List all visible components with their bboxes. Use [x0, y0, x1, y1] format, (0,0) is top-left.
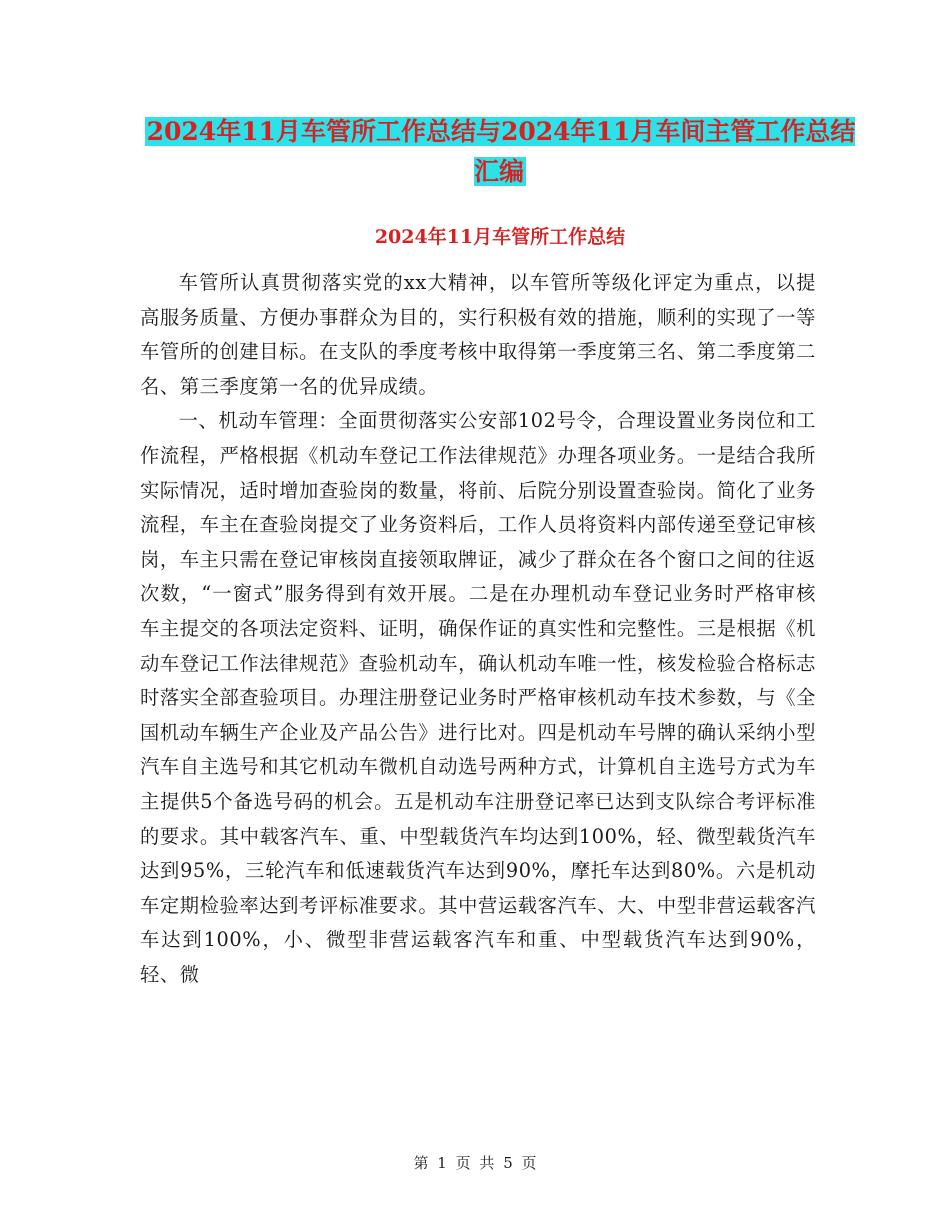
document-title-text: 2024年11月车管所工作总结与2024年11月车间主管工作总结汇编 [146, 117, 856, 186]
footer-total-unit: 页 [521, 1154, 537, 1172]
footer-page-unit: 页 [455, 1154, 471, 1172]
paragraph-1: 车管所认真贯彻落实党的xx大精神，以车管所等级化评定为重点，以提高服务质量、方便办事群众为目的，实行积极有效的措施，顺利的实现了一等车管所的创建目标。在支队的季度考核中取得第一季度第三名、第二季度第二名、第三季度第一名的优异成绩。 [140, 271, 816, 398]
paragraph-2: 一、机动车管理：全面贯彻落实公安部102号令，合理设置业务岗位和工作流程，严格根据《机动车登记工作法律规范》办理各项业务。一是结合我所实际情况，适时增加查验岗的数量，将前、后院分别设置查验岗。简化了业务流程，车主在查验岗提交了业务资料后，工作人员将资料内部传递至登记审核岗，车主只需在登记审核岗直接领取牌证，减少了群众在各个窗口之间的往返次数，“一窗式”服务得到有效开展。二是在办理机动车登记业务时严格审核车主提交的各项法定资料、证明，确保作证的真实性和完整性。三是根据《机动车登记工作法律规范》查验机动车，确认机动车唯一性，核发检验合格标志时落实全部查验项目。办理注册登记业务时严格审核机动车技术参数，与《全国机动车辆生产企业及产品公告》进行比对。四是机动车号牌的确认采纳小型汽车自主选号和其它机动车微机自动选号两种方式，计算机自主选号方式为车主提供5个备选号码的机会。五是机动车注册登记率已达到支队综合考评标准的要求。其中载客汽车、重、中型载货汽车均达到100%，轻、微型载货汽车达到95%，三轮汽车和低速载货汽车达到90%，摩托车达到80%。六是机动车定期检验率达到考评标准要求。其中营运载客汽车、大、中型非营运载客汽车达到100%，小、微型非营运载客汽车和重、中型载货汽车达到90%，轻、微 [140, 409, 816, 986]
footer-prefix: 第 [413, 1154, 429, 1172]
footer-page-number: 1 [437, 1154, 447, 1172]
document-title [140, 112, 860, 192]
footer-total-pages: 5 [503, 1154, 513, 1172]
section-title: 2024年11月车管所工作总结 [374, 226, 626, 248]
footer-total-prefix: 共 [479, 1154, 495, 1172]
document-body [140, 266, 816, 992]
page-footer [0, 1152, 950, 1173]
